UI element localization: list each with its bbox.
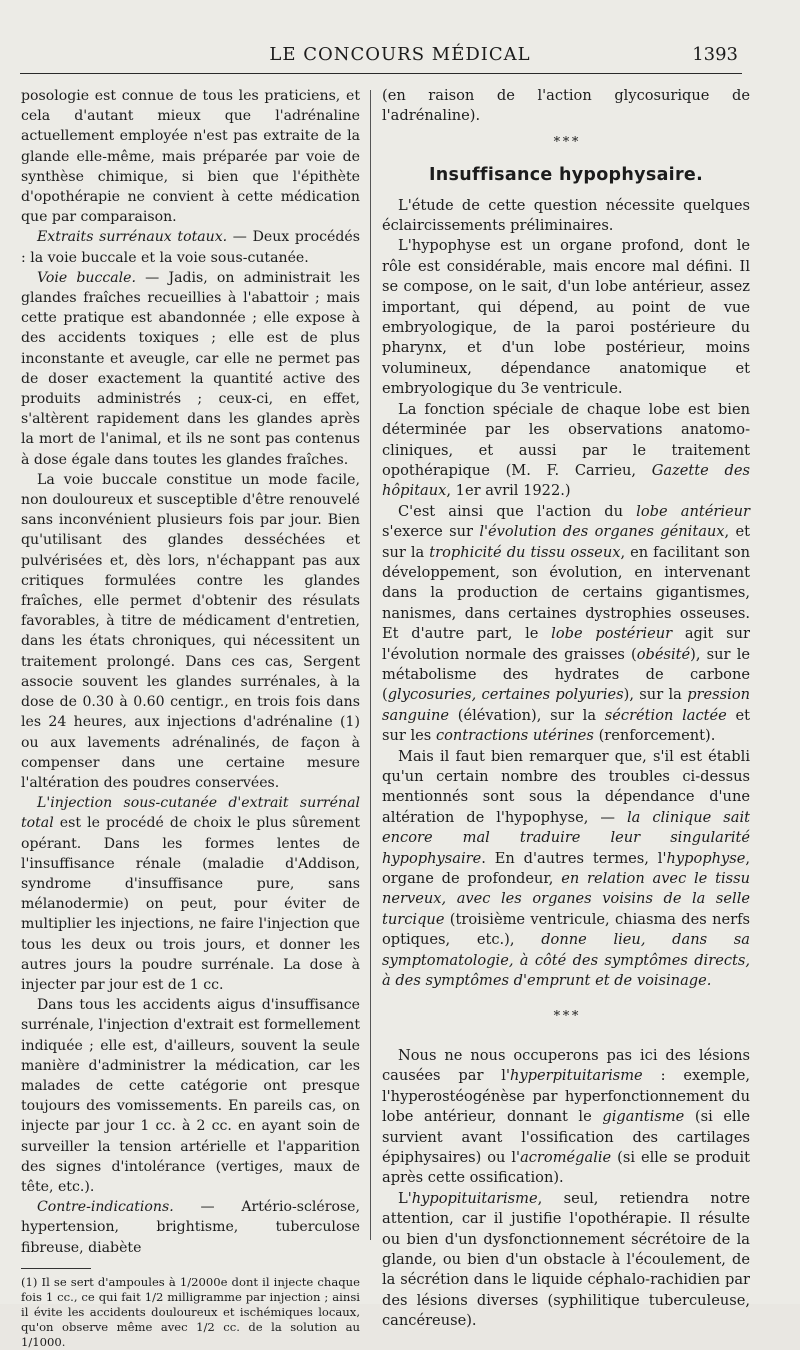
- paragraph: [382, 400, 750, 502]
- italic-run: Gazette des hôpitaux: [382, 461, 750, 500]
- italic-run: hyperpituitarisme: [509, 1067, 643, 1085]
- paragraph: [382, 1046, 750, 1189]
- italic-run: donne lieu, dans sa symptomatologie, à côté des symptômes directs, à des symptômes d'emprunt et de voisinage.: [382, 931, 750, 990]
- italic-run: gigantisme: [602, 1108, 685, 1126]
- italic-run: Contre-indications.: [37, 1199, 174, 1216]
- paragraph: [21, 268, 360, 470]
- italic-run: trophicité du tissu osseux: [429, 543, 621, 561]
- italic-run: acromégalie: [520, 1148, 612, 1166]
- footnote: (1) Il se sert d'ampoules à 1/2000e dont il injecte chaque fois 1 cc., ce qui fait 1/2 milligramme par injection ; ainsi il évite les accidents douloureux et ischémiques locaux, qu'on observe même avec 1/2 cc. de la solution au 1/1000.: [21, 1274, 360, 1349]
- text-run: ), sur la: [623, 686, 688, 704]
- footnote-rule: [21, 1268, 91, 1269]
- italic-run: L'injection sous-cutanée d'extrait surrénal total: [21, 795, 360, 832]
- italic-run: contractions utérines: [435, 727, 594, 745]
- italic-run: lobe antérieur: [636, 502, 750, 520]
- paragraph: [382, 502, 750, 747]
- italic-run: sécrétion lactée: [604, 706, 727, 724]
- text-run: . En d'autres termes, l': [481, 849, 667, 867]
- text-run: et sur les: [382, 706, 751, 745]
- paragraph: [21, 793, 360, 995]
- running-header: [0, 44, 800, 70]
- paragraph: posologie est connue de tous les praticiens, et cela d'autant mieux que l'adrénaline actuellement employée n'est pas extraite de la glande elle-même, mais préparée par voie de synthèse chimique, si bien que l'épithète d'opothérapie ne convient à cette médication que par comparaison.: [21, 88, 360, 226]
- paragraph: (en raison de l'action glycosurique de l'adrénaline).: [382, 87, 750, 125]
- asterism: * * *: [553, 134, 579, 150]
- italic-run: obésité: [636, 645, 691, 663]
- text-run: C'est ainsi que l'action du: [398, 502, 637, 520]
- italic-run: Extraits surrénaux totaux.: [37, 229, 228, 246]
- italic-run: hypopituitarisme: [411, 1189, 538, 1207]
- text-run: — Artério-sclérose, hypertension, brightisme, tuberculose fibreuse, diabète: [21, 1199, 360, 1256]
- text-run: — Jadis, on administrait les glandes fraîches recueillies à l'abattoir ; mais cette pratique est abandonnée ; elle expose à des accidents toxiques ; elle est de plus inconstante et aveugle, car elle ne permet pas de doser exactement la quantité active des produits administrés ; ceux-ci, en effet, s'altèrent rapidement dans les glandes après la mort de l'animal, et ils ne sont pas contenus à dose égale dans toutes les glandes fraîches.: [21, 269, 360, 468]
- text-run: , organe de profondeur,: [382, 849, 750, 888]
- left-column: [21, 86, 360, 1350]
- italic-run: pression sanguine: [382, 686, 751, 724]
- italic-run: l'évolution des organes génitaux: [479, 523, 725, 541]
- text-run: est le procédé de choix le plus sûrement opérant. Dans les formes lentes de l'insuffisance rénale (maladie d'Addison, syndrome d'insuffisance pure, sans mélanodermie) on peut, pour éviter de multiplier les injections, ne faire l'injection que tous les deux ou trois jours, et donner les autres jours la poudre surrénale. La dose à injecter par jour est de 1 cc.: [21, 815, 360, 993]
- paragraph: Dans tous les accidents aigus d'insuffisance surrénale, l'injection d'extrait est formellement indiquée ; elle est, d'ailleurs, souvent la seule manière d'administrer la médication, car les malades de cette catégorie ont presque toujours des vomissements. En pareils cas, on injecte par jour 1 cc. à 2 cc. en ayant soin de surveiller la tension artérielle et l'apparition des signes d'intolérance (vertiges, maux de tête, etc.).: [21, 997, 360, 1195]
- paragraph: L'étude de cette question nécessite quelques éclaircissements préliminaires.: [382, 196, 750, 235]
- italic-run: hypophyse: [666, 849, 746, 867]
- italic-run: en relation avec le tissu nerveux, avec les organes voisins de la selle turcique: [382, 870, 750, 928]
- text-run: Nous ne nous occuperons pas ici des lésions causées par l': [382, 1046, 750, 1085]
- page-number: 1393: [692, 44, 738, 65]
- paragraph: [21, 1197, 360, 1258]
- right-column: [382, 86, 750, 1332]
- text-run: (si elle se produit après cette ossification).: [382, 1148, 750, 1187]
- text-run: : exemple, l'hyperostéogénèse par hyperfonctionnement du lobe antérieur, donnant le: [382, 1067, 750, 1126]
- text-run: , 1er avril 1922.): [446, 482, 571, 500]
- section-heading: Insuffisance hypophysaire.: [428, 165, 704, 186]
- italic-run: lobe postérieur: [551, 625, 673, 643]
- text-run: (troisième ventricule, chiasma des nerfs optiques, etc.),: [382, 910, 750, 949]
- text-run: , en facilitant son développement, son évolution, en intervenant dans la production de certains gigantismes, nanismes, dans certaines dystrophies osseuses. Et d'autre part, le: [382, 543, 750, 643]
- text-run: L': [398, 1189, 412, 1207]
- italic-run: Voie buccale.: [37, 269, 137, 286]
- text-run: ), sur le métabolisme des hydrates de carbone (: [382, 645, 750, 704]
- italic-run: glycosuries, certaines polyuries: [387, 686, 624, 704]
- text-run: agit sur l'évolution normale des graisses (: [382, 625, 750, 663]
- text-run: s'exerce sur: [382, 523, 480, 541]
- text-run: , seul, retiendra notre attention, car il justifie l'opothérapie. Il résulte ou bien d'un dysfonctionnement sécrétoire de la glande, ou bien d'un obstacle à l'écoulement, de la sécrétion dans le liquide céphalo-rachidien par des lésions diverses (syphilitique tuberculeuse, cancéreuse).: [382, 1189, 750, 1330]
- paragraph: [21, 227, 360, 267]
- text-run: (si elle survient avant l'ossification des cartilages épiphysaires) ou l': [382, 1108, 750, 1166]
- text-run: La fonction spéciale de chaque lobe est bien déterminée par les observations anatomo-cliniques, et aussi par le traitement opothérapique (M. F. Carrieu,: [382, 400, 750, 479]
- text-run: Mais il faut bien remarquer que, s'il est établi qu'un certain nombre des troubles ci-dessus mentionnés sont sous la dépendance d'une altération de l'hypophyse, —: [382, 747, 750, 826]
- text-run: , et sur la: [382, 523, 751, 561]
- column-divider: [370, 90, 371, 1240]
- journal-title: LE CONCOURS MÉDICAL: [269, 44, 531, 65]
- text-run: (élévation), sur la: [449, 706, 605, 724]
- header-rule: [20, 73, 742, 74]
- italic-run: la clinique sait encore mal traduire leur singularité hypophysaire: [382, 808, 750, 867]
- paragraph: [382, 1189, 750, 1332]
- text-run: (renforcement).: [593, 727, 716, 745]
- paragraph: L'hypophyse est un organe profond, dont le rôle est considérable, mais encore mal défini. Il se compose, on le sait, d'un lobe antérieur, assez important, qui dépend, au point de vue embryologique, de la paroi postérieure du pharynx, et d'un lobe postérieur, moins volumineux, dépendance anatomique et embryologique du 3e ventricule.: [382, 237, 750, 398]
- asterism: * * *: [553, 1009, 579, 1025]
- text-run: — Deux procédés : la voie buccale et la voie sous-cutanée.: [21, 229, 360, 266]
- paragraph: [382, 747, 750, 992]
- paragraph: La voie buccale constitue un mode facile, non douloureux et susceptible d'être renouvelé sans inconvénient plusieurs fois par jour. Bien qu'utilisant des glandes desséchées et pulvérisées et, dès lors, n'échappant pas aux critiques formulées contre les glandes fraîches, elle permet d'obtenir des résulats favorables, à titre de médicament d'entretien, dans les états chroniques, qui nécessitent un traitement prolongé. Dans ces cas, Sergent associe souvent les glandes surrénales, à la dose de 0.30 à 0.60 centigr., en trois fois dans les 24 heures, aux injections d'adrénaline (1) ou aux lavements adrénalinés, de façon à compenser dans une certaine mesure l'altération des poudres conservées.: [21, 471, 360, 791]
